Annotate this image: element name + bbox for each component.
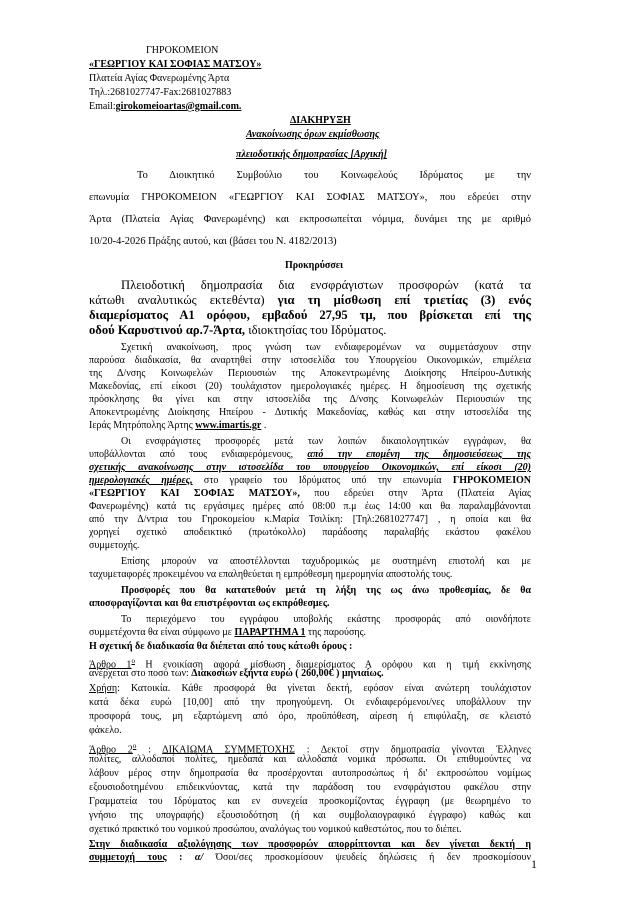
- p2-line-5: «ΓΕΩΡΓΙΟΥ ΚΑΙ ΣΟΦΙΑΣ ΜΑΤΣΟΥ», που εδρεύει στην Άρτα (Πλατεία Αγίας: [89, 488, 531, 499]
- article1-line-2: ανέρχεται στο ποσό των: Διακοσίων εξήντα ευρώ ( 260,00€ ) μηνιαίως.: [89, 668, 384, 679]
- p1-line-6: Αποκεντρωμένης Διοίκησης Ηπείρου - Δυτικής Μακεδονίας, καθώς και στην ιστοσελίδα της: [89, 407, 531, 418]
- imartis-link[interactable]: www.imartis.gr: [195, 420, 262, 431]
- rejection-line-1: Στην διαδικασία αξιολόγησης των προσφορών απορρίπτονται και δεν γίνεται δεκτή η: [89, 839, 531, 850]
- email-label: Email:: [89, 101, 116, 112]
- article1-line-4: κατά δέκα ευρώ [10,00] από την προηγούμενη. Οι ενδιαφερόμενοι/νες υποβάλλουν την: [89, 697, 531, 708]
- p1-line-2: παρούσα διαδικασία, θα αναρτηθεί στην ιστοσελίδα του Υπουργείου Οικονομικών, επιμέλεια: [89, 355, 531, 366]
- p1-line-1: Σχετική ανακοίνωση, προς γνώση των ενδιαφερομένων να συμμετάσχουν στην: [121, 342, 531, 353]
- proclaims-heading: Προκηρύσσει: [285, 260, 344, 271]
- auction-line-2: κάτωθι αναλυτικώς εκτεθέντα) για τη μίσθωση επί τριετίας (3) ενός: [89, 293, 531, 307]
- p3-line-2: ταχυμεταφορές προκειμένου να επαληθεύεται η εμπρόθεσμη ημερομηνία αποστολής τους.: [89, 569, 453, 580]
- document-subtitle-2: πλειοδοτικής δημοπρασίας [Αρχική]: [236, 149, 387, 160]
- auction-line-4: οδού Καρυστινού αρ.7-Άρτα, ιδιοκτησίας του Ιδρύματος.: [89, 323, 387, 337]
- article1-line-3: Χρήση: Κατοικία. Κάθε προσφορά θα γίνεται δεκτή, εφόσον είναι ανώτερη τουλάχιστον: [89, 683, 531, 694]
- p2-line-4: ημερολογιακές ημέρες, στο γραφείο του Ιδρύματος υπό την επωνυμία ΓΗΡΟΚΟΜΕΙΟΝ: [89, 475, 531, 486]
- p2-line-8: χορηγεί σχετικό αποδεικτικό (πρωτόκολλο) παράδοσης παραλαβής εκάστου φακέλου: [89, 527, 531, 538]
- p1-line-4: Μακεδονίας, επί είκοσι (20) τουλάχιστον ημερολογιακές ημέρες. Η δημοσίευση της σχετικής: [89, 381, 531, 392]
- document-title: ΔΙΑΚΗΡΥΞΗ: [290, 115, 351, 126]
- article1-line-1: Άρθρο $1^o$ Η ενοικίαση αφορά μίσθωση διαμερίσματος Α ορόφου και η τιμή εκκίνησης: [89, 657, 531, 671]
- org-email-line: [89, 101, 241, 113]
- p1-line-7: Ιεράς Μητρόπολης Άρτης www.imartis.gr .: [89, 420, 267, 431]
- p5-line-2: συμμετέχοντα θα είναι σύμφωνο με ΠΑΡΑΡΤΗΜΑ 1 της παρούσης.: [89, 627, 367, 638]
- org-name: ΓΗΡΟΚΟΜΕΙΟΝ: [146, 45, 219, 56]
- article2-line-1: Άρθρο $2^o$ : ΔΙΚΑΙΩΜΑ ΣΥΜΜΕΤΟΧΗΣ : Δεκτοί στην δημοπρασία γίνονται Έλληνες: [89, 742, 531, 756]
- org-full-name: «ΓΕΩΡΓΙΟΥ ΚΑΙ ΣΟΦΙΑΣ ΜΑΤΣΟΥ»: [89, 59, 262, 70]
- email-link[interactable]: girokomeioartas@gmail.com.: [115, 101, 242, 112]
- intro-line-1: Το Διοικητικό Συμβούλιο του Κοινωφελούς Ιδρύματος με την: [137, 170, 531, 181]
- p1-line-5: πρόσκλησης θα γίνει και στην ιστοσελίδα της Δ/νσης Κοινωφελών Περιουσιών της: [89, 394, 531, 405]
- auction-line-3: διαμερίσματος Α1 ορόφου, εμβαδού 27,95 τμ, που βρίσκεται επί της: [89, 308, 531, 322]
- intro-line-3: Άρτα (Πλατεία Αγίας Φανερωμένης) και εκπροσωπείται νόμιμα, δυνάμει της με αριθμό: [89, 214, 531, 225]
- intro-line-2: επωνυμία ΓΗΡΟΚΟΜΕΙΟΝ «ΓΕΩΡΓΙΟΥ ΚΑΙ ΣΟΦΙΑΣ ΜΑΤΣΟΥ», που εδρεύει στην: [89, 192, 531, 203]
- p2-line-3: σχετικής ανακοίνωσης στην ιστοσελίδα του υπουργείου Οικονομικών, επί είκοσι (20): [89, 462, 531, 473]
- article2-line-2: πολίτες, αλλοδαποί πολίτες, ημεδαπά και αλλοδαπά νομικά πρόσωπα. Οι επιθυμούντες να: [89, 754, 531, 765]
- intro-line-4: 10/20-4-2026 Πράξης αυτού, και (βάσει του Ν. 4182/2013): [89, 236, 337, 247]
- article1-line-6: φάκελο.: [89, 725, 122, 736]
- p2-line-7: από την Δ/ντρια του Γηροκομείου κ.Μαρία Τσιλίκη: [Τηλ:2681027747] , η οποία και θα: [89, 514, 531, 525]
- article2-line-7: σχετικό πρακτικό του νομικού προσώπου, αναλόγως του νομικού καθεστώτος, που το διέπει.: [89, 824, 462, 835]
- p4-line-1: Προσφορές που θα κατατεθούν μετά τη λήξη της ως άνω προθεσμίας, δε θα: [121, 585, 531, 596]
- article2-line-4: εξουσιοδοτημένου επιδεικνύοντας, κατά την παράδοση του ενσφράγιστου φακέλου στην: [89, 782, 531, 793]
- p2-line-6: Φανερωμένης) κατά τις εργάσιμες ημέρες από 08:00 π.μ έως 14:00 και θα παραλαμβάνονται: [89, 501, 531, 512]
- p2-line-1: Οι ενσφράγιστες προσφορές μετά των λοιπών δικαιολογητικών εγγράφων, θα: [121, 436, 531, 447]
- org-address: Πλατεία Αγίας Φανερωμένης Άρτα: [89, 73, 230, 84]
- p2-line-2: υποβάλλονται από τους ενδιαφερόμενους, από την επομένη της δημοσιεύσεως της: [89, 449, 531, 460]
- org-phone-fax: Τηλ.:2681027747-Fax:2681027883: [89, 87, 232, 98]
- terms-heading: Η σχετική δε διαδικασία θα διέπεται από τους κάτωθι όρους :: [89, 641, 353, 652]
- auction-line-1: Πλειοδοτική δημοπρασία δια ενσφράγιστων προσφορών (κατά τα: [121, 278, 531, 292]
- p2-line-9: συμμετοχής.: [89, 540, 140, 551]
- document-subtitle-1: Ανακοίνωσης όρων εκμίσθωσης: [246, 129, 380, 140]
- p5-line-1: Το περιεχόμενο του εγγράφου υποβολής εκάστης προσφοράς από οιονδήποτε: [121, 614, 531, 625]
- p1-line-3: της Δ/νσης Κοινωφελών Περιουσιών της Αποκεντρωμένης Διοίκησης Ηπείρου-Δυτικής: [89, 368, 531, 379]
- rejection-line-2: συμμετοχή τους : α/ Όσοι/σες προσκομίσουν ψευδείς δηλώσεις ή δεν προσκομίσουν: [89, 852, 531, 863]
- article1-line-5: προσφορά τους, μη εξαρτώμενη από όρο, προϋπόθεση, αίρεση ή επιφύλαξη, σε κλειστό: [89, 711, 531, 722]
- p3-line-1: Επίσης μπορούν να αποστέλλονται ταχυδρομικώς με συστημένη επιστολή και με: [121, 556, 531, 567]
- page-number: 1: [531, 857, 537, 871]
- article2-line-3: λάβουν μέρος στην δημοπρασία θα προσέρχονται αυτοπροσώπως ή δι' εκπροσώπου νομίμως: [89, 768, 531, 779]
- article2-line-5: Γραμματεία του Ιδρύματος και εν συνεχεία προσκομίζοντας έγγραφη (με θεωρημένο το: [89, 796, 531, 807]
- article2-line-6: γνήσιο της υπογραφής) εξουσιοδότηση (ή και συμβολαιογραφικό έγγραφο) καθώς και: [89, 810, 531, 821]
- p4-line-2: αποσφραγίζονται και θα επιστρέφονται ως εκπρόθεσμες.: [89, 598, 330, 609]
